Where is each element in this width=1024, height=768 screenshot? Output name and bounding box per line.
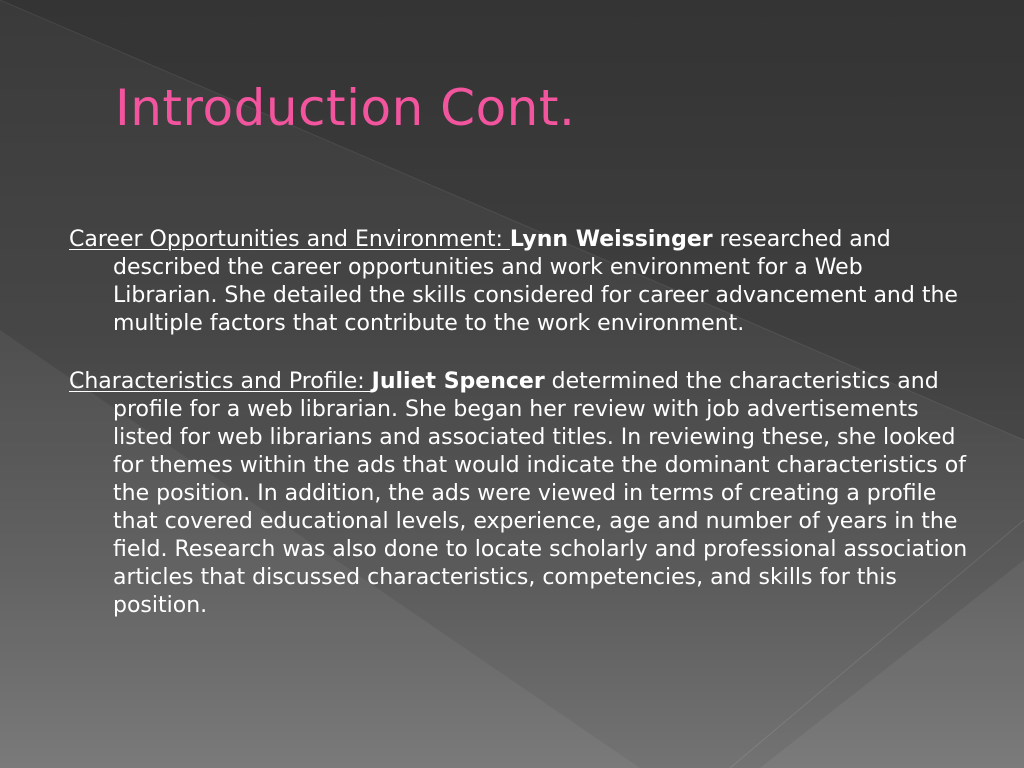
slide-body bbox=[69, 226, 969, 620]
paragraph-heading: Career Opportunities and Environment: bbox=[69, 227, 510, 252]
paragraph-text: researched and described the career opportunities and work environment for a Web Librarian. She detailed the skills considered for career advancement and the multiple factors that contribute to the work environment. bbox=[113, 227, 958, 336]
paragraph-characteristics-profile bbox=[69, 368, 969, 620]
slide-title: Introduction Cont. bbox=[115, 79, 576, 137]
paragraph-text: determined the characteristics and profile for a web librarian. She began her review with job advertisements listed for web librarians and associated titles. In reviewing these, she looked for themes within the ads that would indicate the dominant characteristics of the position. In addition, the ads were viewed in terms of creating a profile that covered educational levels, experience, age and number of years in the field. Research was also done to locate scholarly and professional association articles that discussed characteristics, competencies, and skills for this position. bbox=[113, 369, 968, 618]
author-name: Juliet Spencer bbox=[371, 369, 545, 394]
paragraph-career-opportunities bbox=[69, 226, 969, 338]
paragraph-heading: Characteristics and Profile: bbox=[69, 369, 372, 394]
author-name: Lynn Weissinger bbox=[509, 227, 713, 252]
